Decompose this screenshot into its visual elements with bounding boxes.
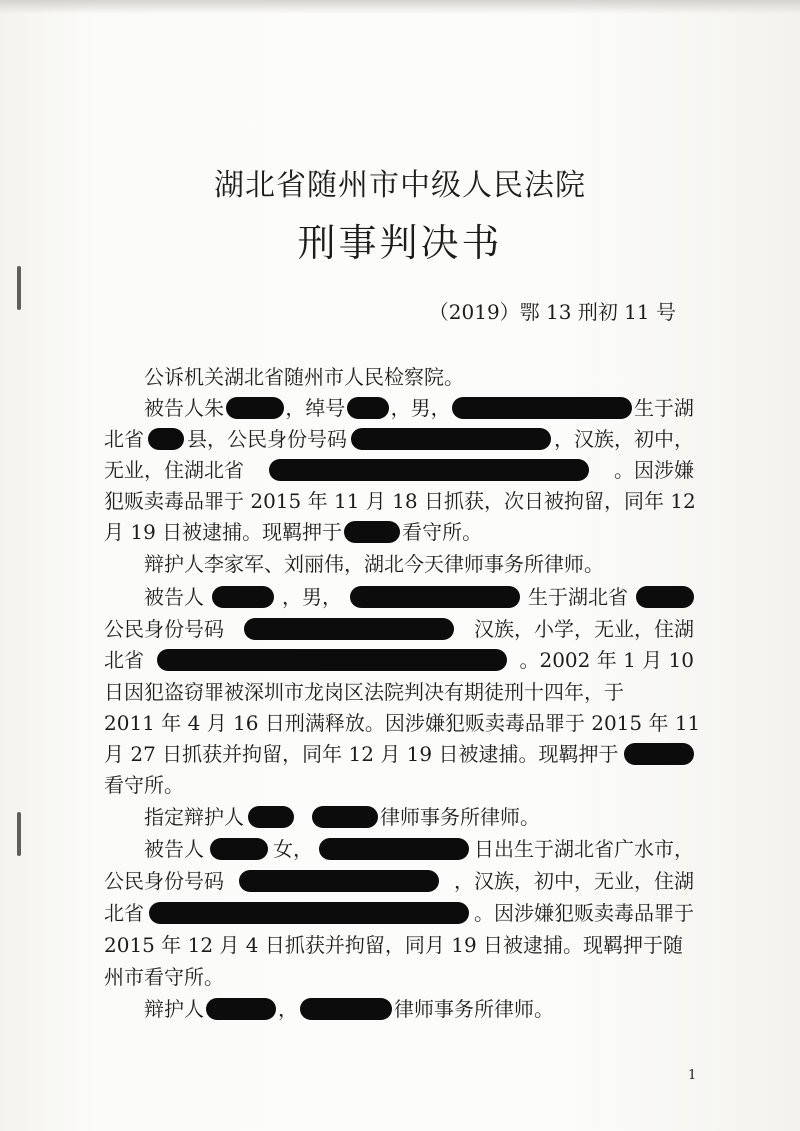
text-segment: 。2002 年 1 月 10 xyxy=(519,648,694,672)
redaction-mark xyxy=(347,397,389,419)
text-segment: 被告人朱 xyxy=(144,396,224,420)
redaction-mark xyxy=(300,998,392,1020)
text-line xyxy=(104,517,694,547)
text-segment: 北省 xyxy=(104,648,144,672)
text-line xyxy=(104,362,694,392)
text-segment: ， xyxy=(278,997,298,1021)
redaction-mark xyxy=(344,521,400,543)
text-segment: 州市看守所。 xyxy=(104,965,224,989)
text-line xyxy=(104,739,694,769)
text-line xyxy=(104,455,694,485)
redaction-mark xyxy=(148,428,184,450)
redaction-mark xyxy=(239,870,439,892)
redaction-mark xyxy=(269,459,589,481)
text-line xyxy=(104,834,694,864)
text-line xyxy=(104,898,694,928)
text-segment: 月 27 日抓获并拘留，同年 12 月 19 日被逮捕。现羁押于 xyxy=(104,742,619,766)
text-segment: ，男， xyxy=(390,396,451,420)
text-segment: 看守所。 xyxy=(104,773,184,797)
text-segment: 。因涉嫌 xyxy=(614,458,694,482)
text-segment: 公民身份号码 xyxy=(104,869,224,893)
text-segment: ，汉族，初中， xyxy=(554,427,694,451)
text-line xyxy=(104,962,694,992)
text-segment: 生于湖北省 xyxy=(528,585,628,609)
text-line xyxy=(104,802,694,832)
text-line xyxy=(104,486,694,516)
redaction-mark xyxy=(636,586,694,608)
binding-hole-mark xyxy=(17,812,21,856)
redaction-mark xyxy=(212,586,274,608)
text-segment: 日因犯盗窃罪被深圳市龙岗区法院判决有期徒刑十四年，于 xyxy=(104,680,624,704)
text-segment: 生于湖 xyxy=(633,396,694,420)
redaction-mark xyxy=(149,902,469,924)
text-segment: 被告人 xyxy=(144,585,204,609)
redaction-mark xyxy=(350,586,520,608)
redaction-mark xyxy=(319,838,469,860)
binding-hole-mark xyxy=(17,266,21,310)
text-line xyxy=(104,645,694,675)
text-segment: ，绰号 xyxy=(285,396,346,420)
text-segment: 北省 xyxy=(104,901,144,925)
redaction-mark xyxy=(206,998,276,1020)
text-line xyxy=(104,393,694,423)
text-segment: 日出生于湖北省广水市， xyxy=(474,837,694,861)
text-segment: ，汉族，初中，无业，住湖 xyxy=(454,869,694,893)
case-number: （2019）鄂 13 刑初 11 号 xyxy=(428,300,676,324)
text-segment: 月 19 日被逮捕。现羁押于 xyxy=(104,520,343,544)
text-line xyxy=(104,549,694,579)
text-segment: 公诉机关湖北省随州市人民检察院。 xyxy=(144,365,464,389)
text-segment: 女， xyxy=(273,837,313,861)
text-line xyxy=(104,866,694,896)
text-line xyxy=(104,677,694,707)
text-segment: 犯贩卖毒品罪于 2015 年 11 月 18 日抓获，次日被拘留，同年 12 xyxy=(104,489,696,513)
text-line xyxy=(104,930,694,960)
redaction-mark xyxy=(226,397,284,419)
text-segment: 律师事务所律师。 xyxy=(380,805,540,829)
text-segment: 北省 xyxy=(104,427,144,451)
text-segment: 公民身份号码 xyxy=(104,617,224,641)
page-edge-shadow xyxy=(0,0,800,14)
redaction-mark xyxy=(351,428,551,450)
text-line xyxy=(104,994,694,1024)
redaction-mark xyxy=(624,743,694,765)
text-segment: 县，公民身份号码 xyxy=(187,427,347,451)
text-line xyxy=(104,770,694,800)
redaction-mark xyxy=(452,397,632,419)
text-line xyxy=(104,582,694,612)
text-segment: 汉族，小学，无业，住湖 xyxy=(474,617,694,641)
redaction-mark xyxy=(248,806,294,828)
court-name: 湖北省随州市中级人民法院 xyxy=(214,168,586,203)
text-segment: 辩护人 xyxy=(144,997,204,1021)
text-line xyxy=(104,614,694,644)
text-segment: ，男， xyxy=(282,585,342,609)
text-segment: 指定辩护人 xyxy=(144,805,244,829)
text-segment: 律师事务所律师。 xyxy=(394,997,554,1021)
text-line xyxy=(104,424,694,454)
document-title: 刑事判决书 xyxy=(297,221,503,265)
text-segment: 无业，住湖北省 xyxy=(104,458,244,482)
redaction-mark xyxy=(210,838,268,860)
text-segment: 2015 年 12 月 4 日抓获并拘留，同月 19 日被逮捕。现羁押于随 xyxy=(104,933,684,957)
text-segment: 2011 年 4 月 16 日刑满释放。因涉嫌犯贩卖毒品罪于 2015 年 11 xyxy=(104,711,701,735)
text-segment: 被告人 xyxy=(144,837,204,861)
text-line xyxy=(104,708,701,738)
redaction-mark xyxy=(312,806,378,828)
redaction-mark xyxy=(244,618,454,640)
text-segment: 。因涉嫌犯贩卖毒品罪于 xyxy=(474,901,694,925)
text-segment: 辩护人李家军、刘丽伟，湖北今天律师事务所律师。 xyxy=(144,552,604,576)
redaction-mark xyxy=(157,649,507,671)
text-segment: 看守所。 xyxy=(402,520,483,544)
page-number: 1 xyxy=(688,1068,697,1083)
